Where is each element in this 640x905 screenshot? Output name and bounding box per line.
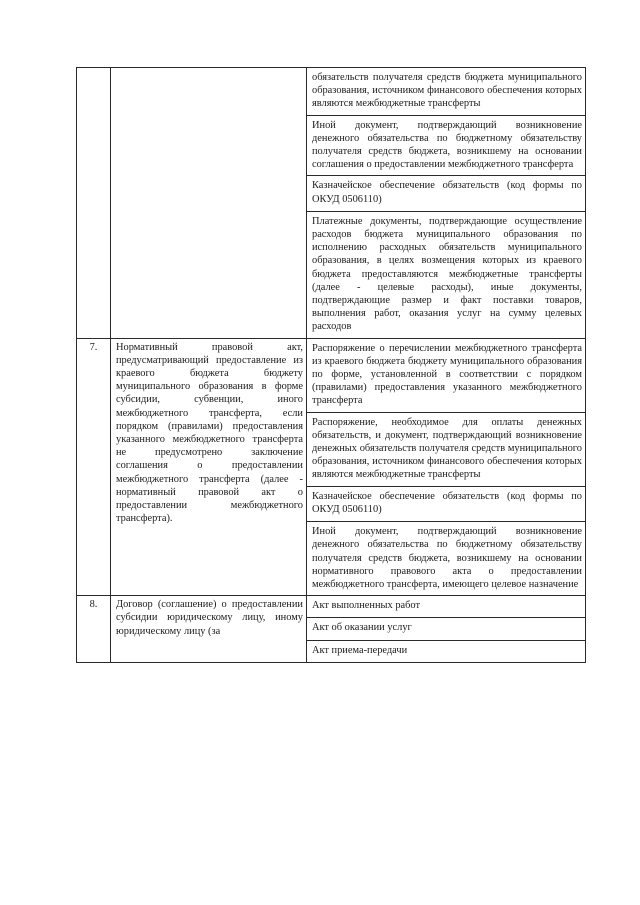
basis-cell (111, 596, 307, 663)
document-item: Казначейское обеспечение обязательств (код формы по ОКУД 0506110) (307, 487, 585, 522)
basis-cell (111, 68, 307, 339)
document-item: Казначейское обеспечение обязательств (код формы по ОКУД 0506110) (307, 176, 585, 211)
row-number-cell (77, 596, 111, 663)
document-item: Распоряжение, необходимое для оплаты денежных обязательств, и документ, подтверждающий возникновение денежных обязательств получателя средств муниципального образования, источником финансового обеспечения которых являются межбюджетные трансферты (307, 413, 585, 487)
documents-table (76, 67, 586, 663)
row-number: 7. (89, 341, 98, 353)
document-item: Акт выполненных работ (307, 596, 585, 618)
documents-cell (307, 596, 586, 663)
document-item: Иной документ, подтверждающий возникновение денежного обязательства по бюджетному обязательству получателя средств бюджета, возникшему на основании нормативного правового акта о предоставлении межбюджетного трансферта, имеющего целевое назначение (312, 526, 582, 590)
basis-text: Договор (соглашение) о предоставлении субсидии юридическому лицу, иному юридическому лицу (за (116, 599, 303, 637)
document-item: Акт об оказании услуг (307, 618, 585, 640)
documents-cell (307, 338, 586, 595)
table-row (77, 338, 586, 595)
documents-cell (307, 68, 586, 339)
basis-cell (111, 338, 307, 595)
row-number-cell (77, 338, 111, 595)
table-row (77, 68, 586, 339)
document-item: обязательств получателя средств бюджета муниципального образования, источником финансового обеспечения которых являются межбюджетные трансферты (307, 68, 585, 116)
document-item: Распоряжение о перечислении межбюджетного трансферта из краевого бюджета бюджету муниципального образования по форме, установленной в соответствии с порядком (правилами) предоставления указанного межбюджетного трансферта (307, 339, 585, 413)
document-item: Платежные документы, подтверждающие осуществление расходов бюджета муниципального образования по исполнению расходных обязательств муниципального образования, в целях возмещения которых из краевого бюджета предоставляются межбюджетные трансферты (далее - целевые расходы), иные документы, подтверждающие размер и факт поставки товаров, выполнения работ, оказания услуг на сумму целевых расходов (312, 215, 582, 333)
basis-text (111, 68, 306, 70)
table-row (77, 596, 586, 663)
row-number (77, 68, 110, 70)
row-number: 8. (89, 599, 98, 611)
basis-text: Нормативный правовой акт, предусматривающий предоставление из краевого бюджета бюджету муниципального образования в форме субсидии, субвенции, иного межбюджетного трансферта, если порядком (правилами) предоставления указанного межбюджетного трансферта не предусмотрено заключение соглашения о предоставлении межбюджетного трансферта (далее - нормативный правовой акт о предоставлении межбюджетного трансферта). (116, 341, 303, 525)
document-item: Иной документ, подтверждающий возникновение денежного обязательства по бюджетному обязательству получателя средств бюджета, возникшему на основании соглашения о предоставлении межбюджетного трансферта (307, 116, 585, 177)
document-item: Акт приема-передачи (312, 644, 408, 656)
row-number-cell (77, 68, 111, 339)
